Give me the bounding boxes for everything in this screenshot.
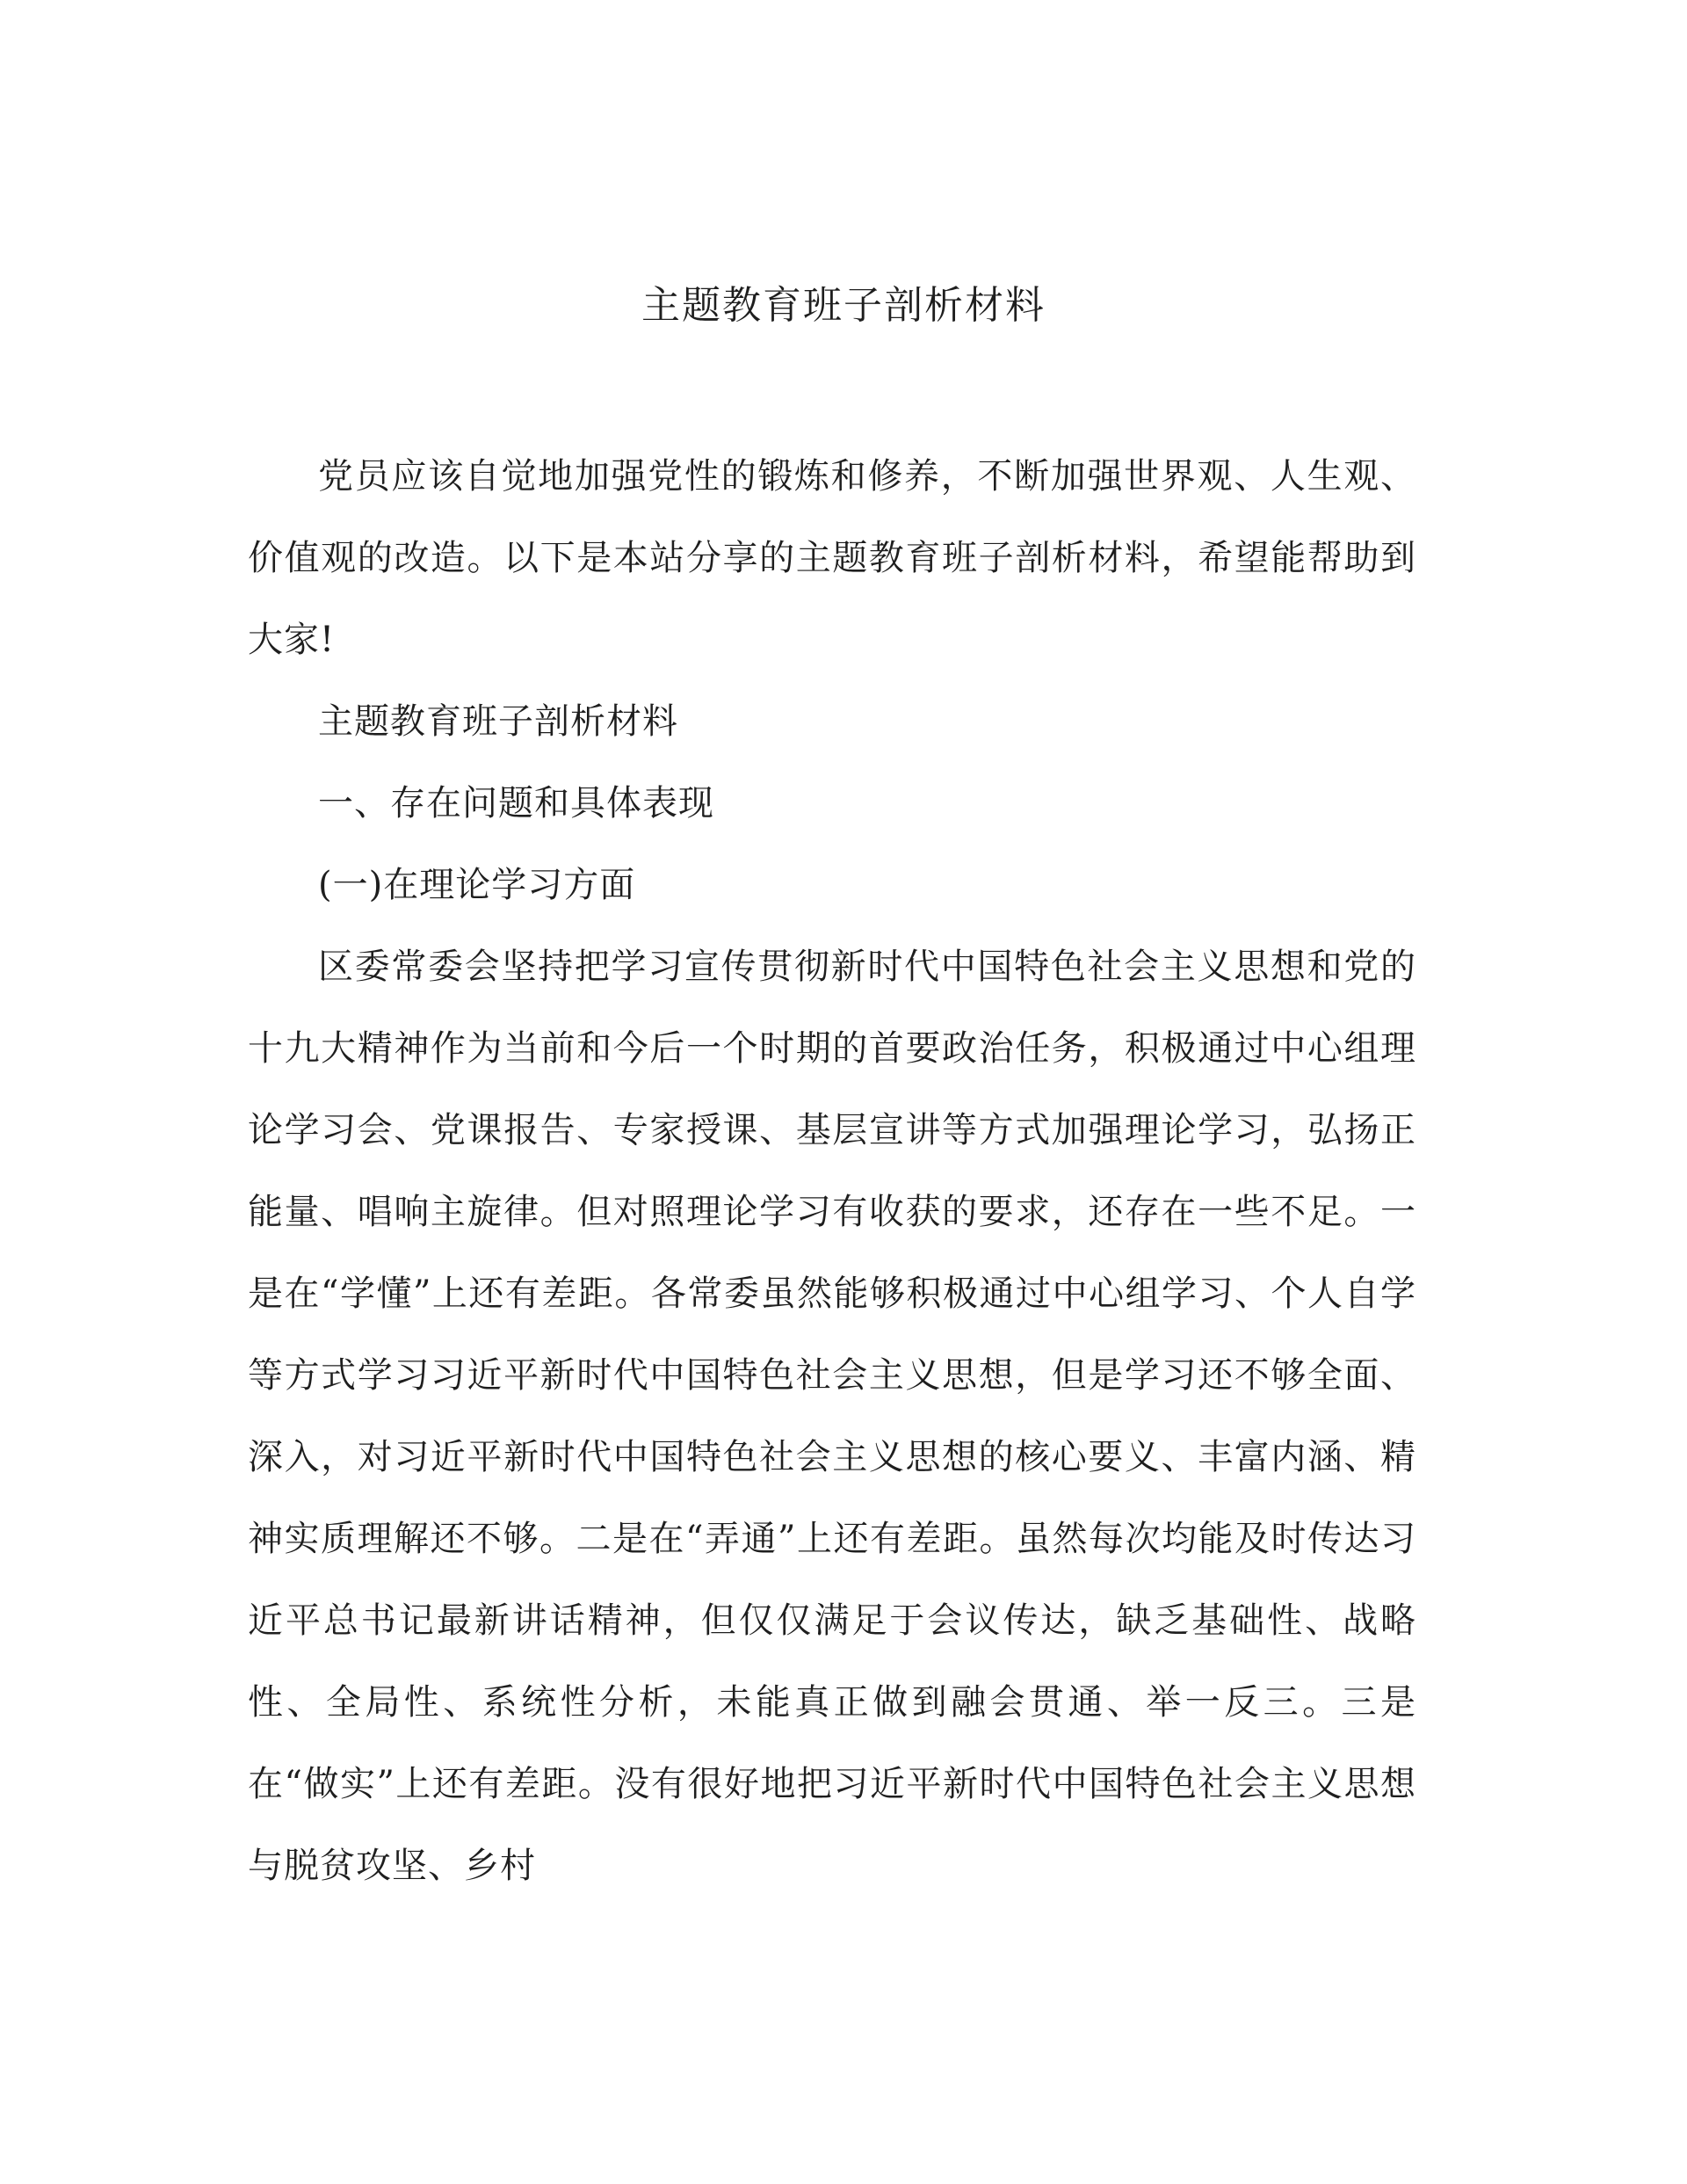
body-paragraph: 区委常委会坚持把学习宣传贯彻新时代中国特色社会主义思想和党的十九大精神作为当前和今后一个时期的首要政治任务，积极通过中心组理论学习会、党课报告、专家授课、基层宣讲等方式加强理论学习，弘扬正能量、唱响主旋律。但对照理论学习有收获的要求，还存在一些不足。一是在“学懂”上还有差距。各常委虽然能够积极通过中心组学习、个人自学等方式学习习近平新时代中国特色社会主义思想，但是学习还不够全面、深入，对习近平新时代中国特色社会主义思想的核心要义、丰富内涵、精神实质理解还不够。二是在“弄通”上还有差距。虽然每次均能及时传达习近平总书记最新讲话精神，但仅仅满足于会议传达，缺乏基础性、战略性、全局性、系统性分析，未能真正做到融会贯通、举一反三。三是在“做实”上还有差距。没有很好地把习近平新时代中国特色社会主义思想与脱贫攻坚、乡村 <box>248 947 1416 1886</box>
subtitle-paragraph: 主题教育班子剖析材料 <box>318 701 678 742</box>
intro-paragraph: 党员应该自觉地加强党性的锻炼和修养，不断加强世界观、人生观、价值观的改造。以下是本站分享的主题教育班子剖析材料，希望能帮助到大家! <box>248 456 1416 660</box>
section-heading: 一、存在问题和具体表现 <box>318 783 714 824</box>
document-body <box>248 436 1416 1907</box>
document-title: 主题教育班子剖析材料 <box>641 283 1046 328</box>
subsection-heading: (一)在理论学习方面 <box>318 865 636 905</box>
